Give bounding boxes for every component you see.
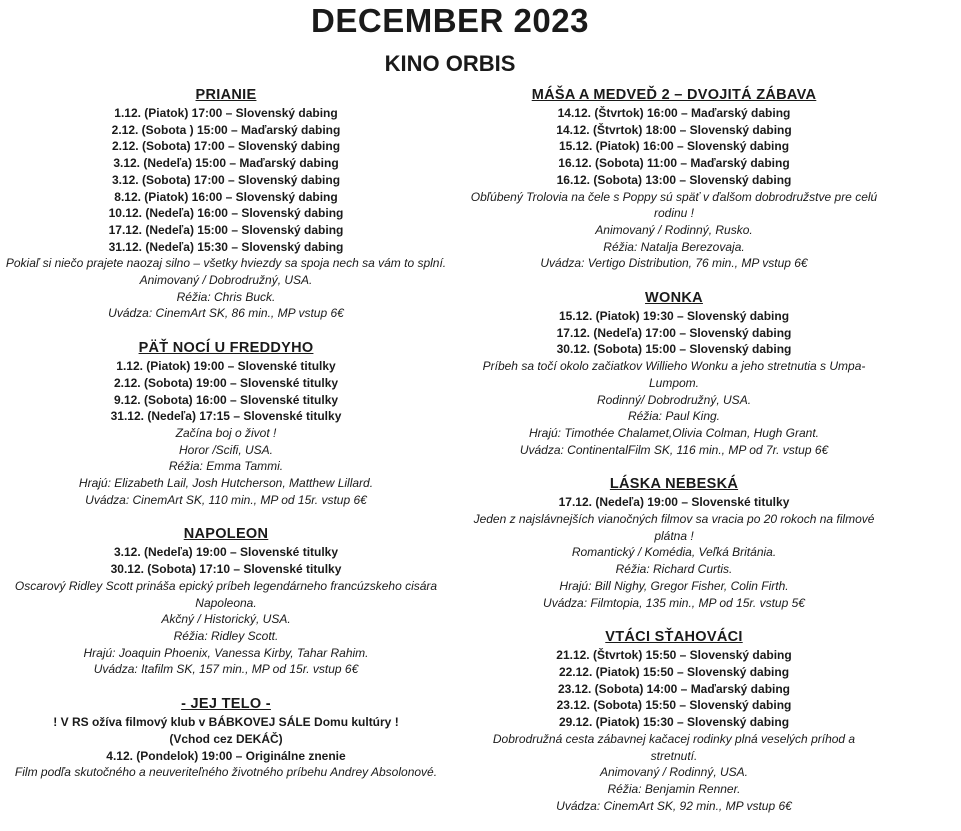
showtime: 31.12. (Nedeľa) 15:30 – Slovenský dabing <box>108 239 344 254</box>
movie-info: Réžia: Emma Tammi. <box>168 459 284 474</box>
movie-info: Uvádza: CinemArt SK, 92 min., MP vstup 6€ <box>556 798 792 813</box>
showtime: 10.12. (Nedeľa) 16:00 – Slovenský dabing <box>108 206 344 221</box>
showtime: 16.12. (Sobota) 11:00 – Maďarský dabing <box>558 156 790 171</box>
event-note: ! V RS ožíva filmový klub v BÁBKOVEJ SÁLE Domu kultúry ! <box>53 715 399 730</box>
movie-info: Hrajú: Timothée Chalamet,Olivia Colman, Hugh Grant. <box>528 425 819 440</box>
showtime: 14.12. (Štvrtok) 18:00 – Slovenský dabing <box>556 122 792 137</box>
movie-info: Rodinný/ Dobrodružný, USA. <box>596 392 752 407</box>
movie-info: Horor /Scifi, USA. <box>178 442 274 457</box>
movie-info: Réžia: Natalja Berezovaja. <box>603 239 745 254</box>
movie-block-masa-a-medved-2-dvojita-zabava <box>470 86 878 272</box>
showtime: 1.12. (Piatok) 19:00 – Slovenské titulky <box>116 359 336 374</box>
movie-title: LÁSKA NEBESKÁ <box>609 476 739 493</box>
showtime: 2.12. (Sobota) 19:00 – Slovenské titulky <box>113 375 339 390</box>
page-title: DECEMBER 2023 <box>311 2 589 39</box>
showtime: 3.12. (Nedeľa) 15:00 – Maďarský dabing <box>113 156 339 171</box>
movie-info: Uvádza: ContinentalFilm SK, 116 min., MP od 7r. vstup 6€ <box>519 442 829 457</box>
movie-info: Film podľa skutočného a neuveriteľného životného príbehu Andrey Absolonové. <box>14 765 438 780</box>
movie-info: Hrajú: Elizabeth Lail, Josh Hutcherson, Matthew Lillard. <box>78 476 374 491</box>
showtime: 22.12. (Piatok) 15:50 – Slovenský dabing <box>558 664 790 679</box>
movie-info: Príbeh sa točí okolo začiatkov Willieho Wonku a jeho stretnutia s Umpa-Lumpom. <box>482 359 866 390</box>
showtime: 2.12. (Sobota ) 15:00 – Maďarský dabing <box>111 122 341 137</box>
movie-info: Oscarový Ridley Scott prináša epický príbeh legendárneho francúzskeho cisára Napoleona. <box>14 578 438 610</box>
movie-info: Animovaný / Rodinný, Rusko. <box>595 222 753 237</box>
movie-title: MÁŠA A MEDVEĎ 2 – DVOJITÁ ZÁBAVA <box>531 87 817 103</box>
movie-info: Hrajú: Joaquin Phoenix, Vanessa Kirby, Tahar Rahim. <box>83 645 369 660</box>
showtime: 14.12. (Štvrtok) 16:00 – Maďarský dabing <box>557 106 791 120</box>
movie-info: Uvádza: CinemArt SK, 110 min., MP od 15r. vstup 6€ <box>85 492 367 507</box>
movie-info: Réžia: Benjamin Renner. <box>607 781 741 796</box>
movie-info: Začína boj o život ! <box>175 425 277 440</box>
movie-info: Réžia: Chris Buck. <box>176 289 276 304</box>
movie-block-napoleon <box>0 525 452 678</box>
page-subtitle: KINO ORBIS <box>384 51 516 76</box>
right-column <box>470 86 878 831</box>
showtime: 17.12. (Nedeľa) 15:00 – Slovenský dabing <box>108 222 344 237</box>
movie-title: VTÁCI SŤAHOVÁCI <box>605 629 743 646</box>
showtime: 23.12. (Sobota) 14:00 – Maďarský dabing <box>557 681 791 696</box>
movie-info: Uvádza: Itafilm SK, 157 min., MP od 15r. vstup 6€ <box>93 662 359 677</box>
showtime: 29.12. (Piatok) 15:30 – Slovenský dabing <box>558 715 790 730</box>
movie-block-vtaci-stahovaci <box>470 628 878 814</box>
showtime: 1.12. (Piatok) 17:00 – Slovenský dabing <box>114 106 338 120</box>
movie-info: Pokiaľ si niečo prajete naozaj silno – všetky hviezdy sa spoja nech sa vám to splní. Animovaný / Dobrodružný, USA. <box>5 256 447 288</box>
showtime: 8.12. (Piatok) 16:00 – Slovenský dabing <box>114 189 338 204</box>
movie-info: Animovaný / Rodinný, USA. <box>599 765 749 780</box>
showtime: 21.12. (Štvrtok) 15:50 – Slovenský dabing <box>556 648 792 663</box>
showtime: 3.12. (Sobota) 17:00 – Slovenský dabing <box>111 172 341 187</box>
showtime: 17.12. (Nedeľa) 17:00 – Slovenský dabing <box>556 325 792 340</box>
movie-info: Réžia: Paul King. <box>627 409 721 424</box>
showtime: 31.12. (Nedeľa) 17:15 – Slovenské titulky <box>110 409 342 424</box>
movie-info: Romantický / Komédia, Veľká Británia. <box>571 545 777 560</box>
movie-block-jej-telo <box>0 695 452 781</box>
movie-info: Obľúbený Trolovia na čele s Poppy sú späť v ďalšom dobrodružstve pre celú rodinu ! <box>470 189 878 221</box>
movie-info: Uvádza: CinemArt SK, 86 min., MP vstup 6€ <box>108 306 344 321</box>
showtime: 23.12. (Sobota) 15:50 – Slovenský dabing <box>556 698 792 713</box>
showtime: 2.12. (Sobota) 17:00 – Slovenský dabing <box>111 139 341 154</box>
movie-info: Akčný / Historický, USA. <box>161 612 291 627</box>
movie-title: PÄŤ NOCÍ U FREDDYHO <box>138 340 314 357</box>
event-note: (Vchod cez DEKÁČ) <box>169 731 283 746</box>
showtime: 9.12. (Sobota) 16:00 – Slovenské titulky <box>113 392 339 407</box>
movie-title: - JEJ TELO - <box>181 696 271 713</box>
movie-info: Uvádza: Vertigo Distribution, 76 min., MP vstup 6€ <box>540 256 808 271</box>
left-column <box>0 86 452 798</box>
movie-info: Réžia: Richard Curtis. <box>615 562 733 577</box>
movie-info: Dobrodružná cesta zábavnej kačacej rodinky plná veselých príhod a stretnutí. <box>492 731 856 763</box>
showtime: 15.12. (Piatok) 19:30 – Slovenský dabing <box>558 309 790 324</box>
showtime: 30.12. (Sobota) 15:00 – Slovenský dabing <box>556 342 792 357</box>
showtime: 30.12. (Sobota) 17:10 – Slovenské titulky <box>110 562 342 577</box>
showtime: 16.12. (Sobota) 13:00 – Slovenský dabing <box>556 172 792 187</box>
movie-info: Hrajú: Bill Nighy, Gregor Fisher, Colin Firth. <box>559 578 789 593</box>
movie-block-pat-noci-u-freddyho <box>0 339 452 508</box>
movie-block-prianie <box>0 86 452 322</box>
movie-info: Uvádza: Filmtopia, 135 min., MP od 15r. vstup 5€ <box>543 595 805 610</box>
movie-title: WONKA <box>645 290 703 307</box>
movie-title: PRIANIE <box>195 87 257 103</box>
showtime: 17.12. (Nedeľa) 19:00 – Slovenské titulky <box>558 495 790 510</box>
showtime: 3.12. (Nedeľa) 19:00 – Slovenské titulky <box>113 545 339 560</box>
movie-title: NAPOLEON <box>183 526 269 543</box>
movie-info: Jeden z najslávnejších vianočných filmov sa vracia po 20 rokoch na filmové plátna ! <box>473 512 875 543</box>
movie-info: Réžia: Ridley Scott. <box>173 628 279 643</box>
movie-block-wonka <box>470 289 878 458</box>
showtime: 15.12. (Piatok) 16:00 – Slovenský dabing <box>558 139 790 154</box>
showtime: 4.12. (Pondelok) 19:00 – Originálne znenie <box>106 748 346 763</box>
movie-block-laska-nebeska <box>470 475 878 611</box>
